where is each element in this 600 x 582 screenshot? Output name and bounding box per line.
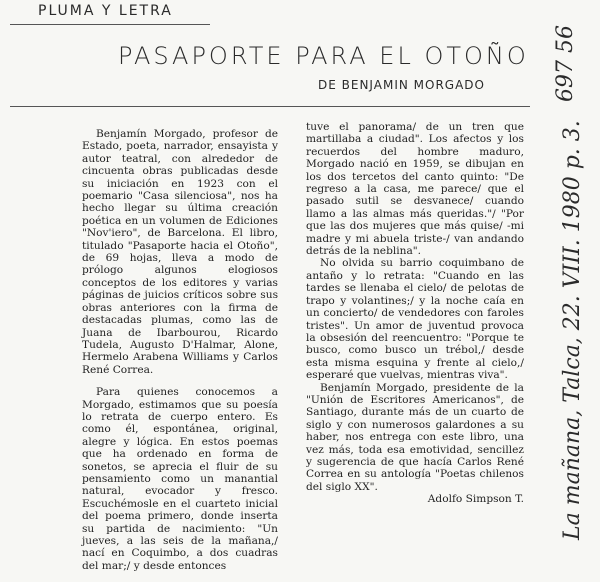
paragraph: Para quienes conocemos a Morgado, estimamos que su poesía lo retrata de cuerpo entero. Es como él, espontánea, original, alegre y lógica. En estos poemas que ha ordenado en forma de sonetos, se aprecia el fluir de su pensamiento como un manantial natural, evocador y fresco. Escuchémosle en el cuarteto inicial del poema primero, donde inserta su partida de nacimiento: "Un jueves, a las seis de la mañana,/ nací en Coquimbo, a dos cuadras del mar;/ y desde entonces xyxy=(82,386,278,572)
paragraph: No olvida su barrio coquimbano de antaño y lo retrata: "Cuando en las tardes se llenaba el cielo/ de pelotas de trapo y volantines;/ y la noche caía en un concierto/ de vendedores con faroles tristes". Un amor de juventud provoca la obsesión del reencuentro: "Porque te busco, como busco un trébol,/ desde esta misma esquina y frente al cielo,/ esperaré que vuelvas, mientras viva". xyxy=(306,257,524,382)
handwritten-source-note: La mañana, Talca, 22. VIII. 1980 p. 3. xyxy=(560,120,585,540)
article-signature: Adolfo Simpson T. xyxy=(427,493,524,506)
title-rule xyxy=(10,106,530,107)
paragraph: Benjamín Morgado, profesor de Estado, poeta, narrador, ensayista y autor teatral, con alrededor de cincuenta obras publicadas desde su iniciación en 1923 con el poemario "Casa silenciosa", nos ha hecho llegar su última creación poética en un volumen de Ediciones "Nov'iero", de Barcelona. El libro, titulado "Pasaporte hacia el Otoño", de 69 hojas, lleva a modo de prólogo algunos elogiosos conceptos de los editores y varias páginas de juicios críticos sobre sus obras anteriores con la firma de destacadas plumas, como las de Juana de Ibarbourou, Ricardo Tudela, Augusto D'Halmar, Alone, Hermelo Arabena Williams y Carlos René Correa. xyxy=(82,128,278,376)
header-rule xyxy=(10,24,210,25)
left-column xyxy=(82,128,278,582)
right-column xyxy=(306,121,524,506)
article-byline: DE BENJAMIN MORGADO xyxy=(318,78,485,92)
handwritten-catalog-number: 697 56 xyxy=(553,25,578,102)
paragraph: tuve el panorama/ de un tren que martillaba a ciudad". Los afectos y los recuerdos del hombre maduro, Morgado nació en 1959, se dibujan en los dos tercetos del canto quinto: "De regreso a la casa, me parece/ que el pasado sutil se desvanece/ cuando llamo a las almas más queridas."/ "Por que las dos mujeres que más quise/ -mi madre y mi abuela triste-/ van andando detrás de la neblina". xyxy=(306,121,524,258)
paragraph: Benjamín Morgado, presidente de la "Unión de Escritores Americanos", de Santiago, durante más de un cuarto de siglo y con numerosos galardones a su haber, nos entrega con este libro, una vez más, toda esa emotividad, sencillez y sugerencia de que hacía Carlos René Correa en su antología "Poetas chilenos del siglo XX". xyxy=(306,381,524,493)
section-label: PLUMA Y LETRA xyxy=(38,3,173,19)
article-title: PASAPORTE PARA EL OTOÑO xyxy=(118,42,529,70)
